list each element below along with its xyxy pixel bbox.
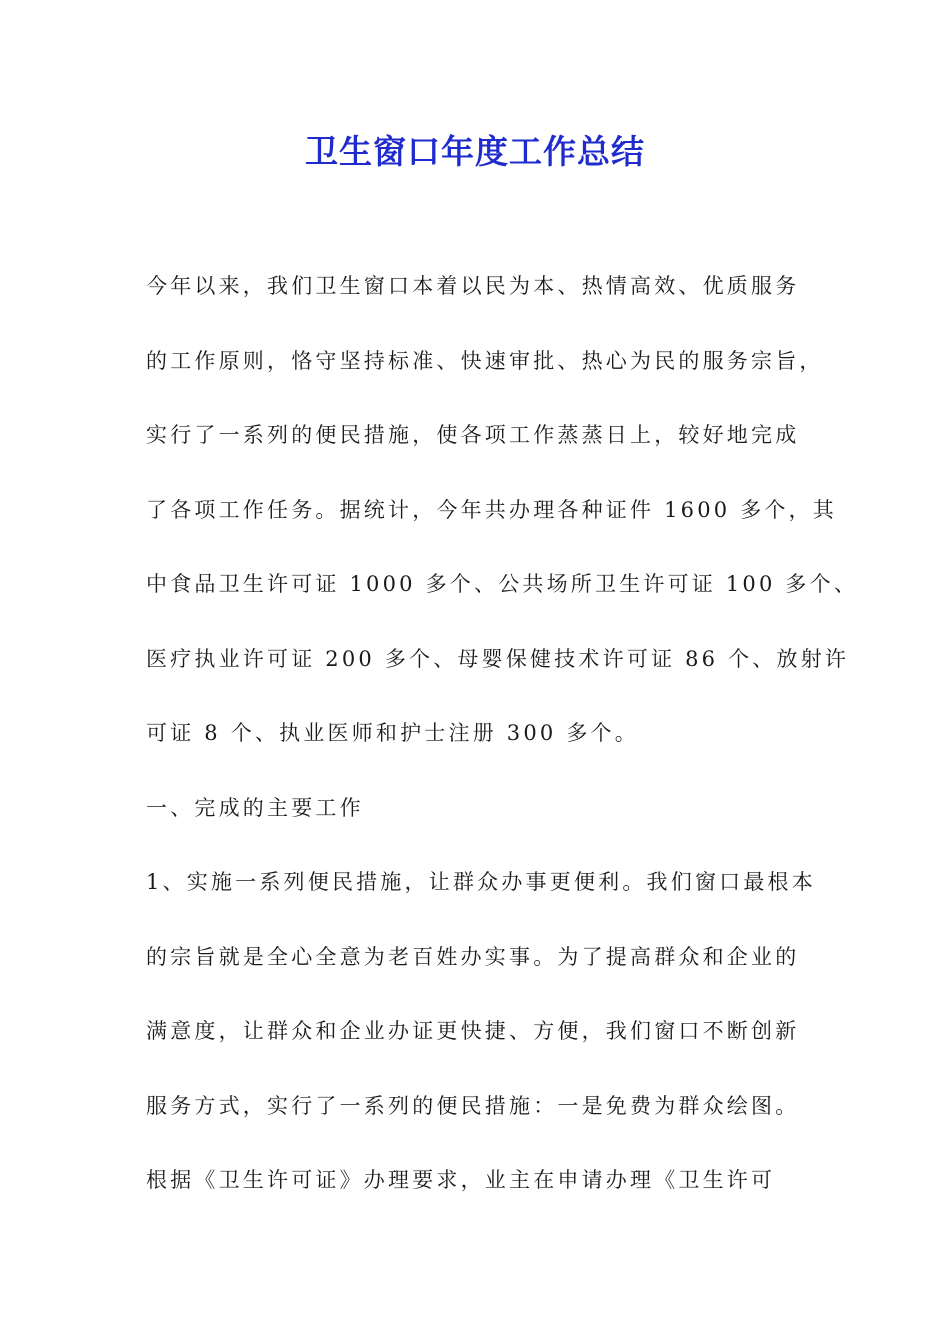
body-line: 的工作原则，恪守坚持标准、快速审批、热心为民的服务宗旨， <box>146 348 824 373</box>
body-line: 服务方式，实行了一系列的便民措施：一是免费为群众绘图。 <box>146 1093 800 1118</box>
body-line: 根据《卫生许可证》办理要求，业主在申请办理《卫生许可 <box>146 1168 776 1192</box>
body-line: 了各项工作任务。据统计，今年共办理各种证件 1600 多个，其 <box>146 497 837 522</box>
body-line: 实行了一系列的便民措施，使各项工作蒸蒸日上，较好地完成 <box>146 423 800 447</box>
body-line: 的宗旨就是全心全意为老百姓办实事。为了提高群众和企业的 <box>146 944 800 969</box>
body-line: 中食品卫生许可证 1000 多个、公共场所卫生许可证 100 多个、 <box>146 572 859 596</box>
document-title: 卫生窗口年度工作总结 <box>305 132 645 171</box>
body-line: 医疗执业许可证 200 多个、母婴保健技术许可证 86 个、放射许 <box>146 646 850 671</box>
body-line: 满意度，让群众和企业办证更快捷、方便，我们窗口不断创新 <box>146 1019 800 1043</box>
body-line: 今年以来，我们卫生窗口本着以民为本、热情高效、优质服务 <box>146 274 800 298</box>
document-body <box>146 264 859 1233</box>
section-heading: 一、完成的主要工作 <box>146 795 364 820</box>
body-line: 1、实施一系列便民措施，让群众办事更便利。我们窗口最根本 <box>146 870 816 894</box>
body-line: 可证 8 个、执业医师和护士注册 300 多个。 <box>146 721 639 745</box>
